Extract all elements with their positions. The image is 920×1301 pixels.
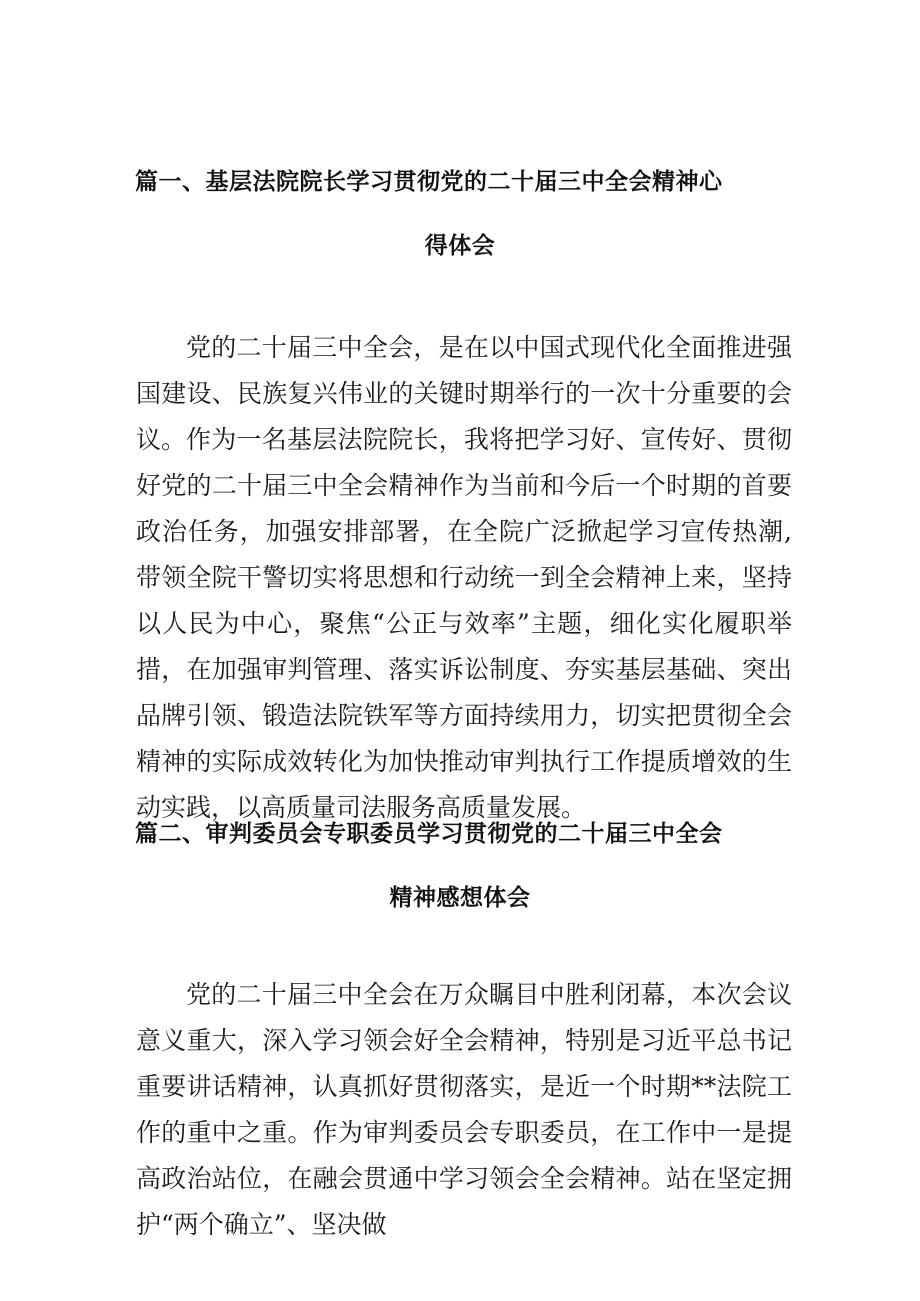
- section-1-paragraph-2: 作为一名基层法院院长，我将把学习好、宣传好、贯彻好党的二十届三中全会精神作为当前和今后一个时期的首要政治任务，加强安排部署，在全院广泛掀起学习宣传热潮,带领全院干警切实将思想和行动统一到全会精神上来，坚持以人民为中心，聚焦“公正与效率”主题，细化实化履职举措，在加强审判管理、落实诉讼制度、夯实基层基础、突出品牌引领、锻造法院铁军等方面持续用力，切实把贯彻全会精神的实际成效转化为加快推动审判执行工作提质增效的生动实践，以高质量司法服务高质量发展。: [136, 425, 792, 822]
- section-2-title-line2: 精神感想体会: [389, 885, 531, 911]
- section-2-paragraph-1: 党的二十届三中全会在万众瞩目中胜利闭幕，本次会议意义重大，深入学习领会好全会精神，特别是习近平总书记重要讲话精神，认真抓好贯彻落实，是近一个时期**法院工作的重中之重。作为审判委员会专职委员，在工作中一是提高政治站位，在融会贯通中学习领会全会精神。站在坚定拥护“两个确立”、坚决做: [136, 980, 792, 1239]
- section-2-title-line1: 篇二、审判委员会专职委员学习贯彻党的二十届三中全会: [135, 821, 723, 847]
- section-1-title-line1: 篇一、基层法院院长学习贯彻党的二十届三中全会精神心: [135, 169, 723, 195]
- section-1-paragraph-1: 党的二十届三中全会，是在以中国式现代化全面推进强国建设、民族复兴伟业的关键时期举行的一次十分重要的会议。: [136, 333, 792, 454]
- section-1-title-line2: 得体会: [424, 233, 496, 259]
